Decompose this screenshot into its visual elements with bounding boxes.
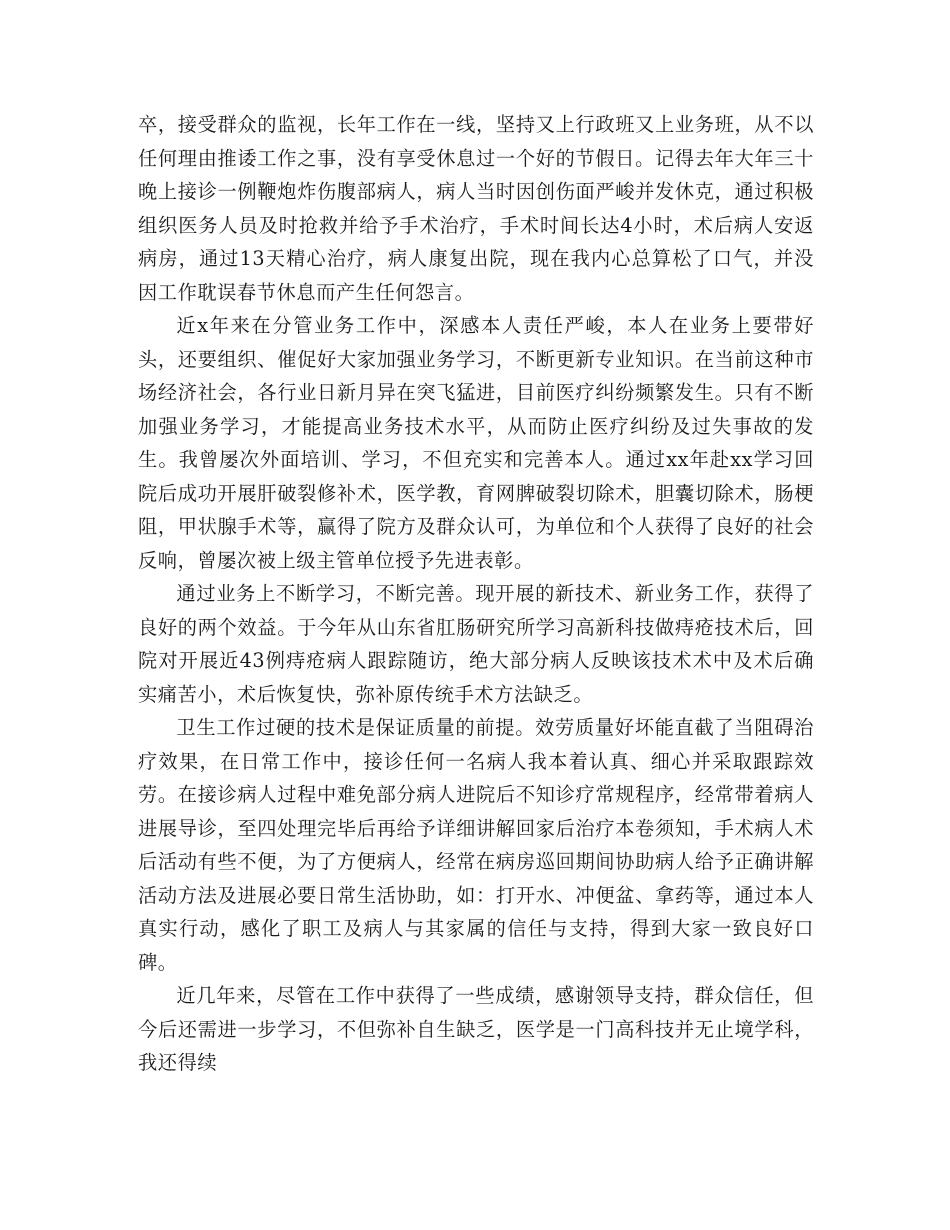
- document-body: [138, 108, 814, 1080]
- paragraph-4: 卫生工作过硬的技术是保证质量的前提。效劳质量好坏能直截了当阻碍治疗效果，在日常工作中，接诊任何一名病人我本着认真、细心并采取跟踪效劳。在接诊病人过程中难免部分病人进院后不知诊疗常规程序，经常带着病人进展导诊，至四处理完毕后再给予详细讲解回家后治疗本卷须知，手术病人术后活动有些不便，为了方便病人，经常在病房巡回期间协助病人给予正确讲解活动方法及进展必要日常生活协助，如：打开水、冲便盆、拿药等，通过本人真实行动，感化了职工及病人与其家属的信任与支持，得到大家一致良好口碑。: [138, 716, 814, 974]
- paragraph-1: 卒，接受群众的监视，长年工作在一线，坚持又上行政班又上业务班，从不以任何理由推诿工作之事，没有享受休息过一个好的节假日。记得去年大年三十晚上接诊一例鞭炮炸伤腹部病人，病人当时因创伤面严峻并发休克，通过积极组织医务人员及时抢救并给予手术治疗，手术时间长达4小时，术后病人安返病房，通过13天精心治疗，病人康复出院，现在我内心总算松了口气，并没因工作耽误春节休息而产生任何怨言。: [138, 113, 814, 304]
- paragraph-2: 近x年来在分管业务工作中，深感本人责任严峻，本人在业务上要带好头，还要组织、催促好大家加强业务学习，不断更新专业知识。在当前这种市场经济社会，各行业日新月异在突飞猛进，目前医疗纠纷频繁发生。只有不断加强业务学习，才能提高业务技术水平，从而防止医疗纠纷及过失事故的发生。我曾屡次外面培训、学习，不但充实和完善本人。通过xx年赴xx学习回院后成功开展肝破裂修补术，医学教，育网脾破裂切除术，胆囊切除术，肠梗阻，甲状腺手术等，赢得了院方及群众认可，为单位和个人获得了良好的社会反响，曾屡次被上级主管单位授予先进表彰。: [138, 314, 814, 572]
- paragraph-3: 通过业务上不断学习，不断完善。现开展的新技术、新业务工作，获得了良好的两个效益。于今年从山东省肛肠研究所学习高新科技做痔疮技术后，回院对开展近43例痔疮病人跟踪随访，绝大部分病人反映该技术术中及术后确实痛苦小，术后恢复快，弥补原传统手术方法缺乏。: [138, 582, 814, 706]
- paragraph-5: 近几年来，尽管在工作中获得了一些成绩，感谢领导支持，群众信任，但今后还需进一步学习，不但弥补自生缺乏，医学是一门高科技并无止境学科，我还得续: [138, 984, 814, 1074]
